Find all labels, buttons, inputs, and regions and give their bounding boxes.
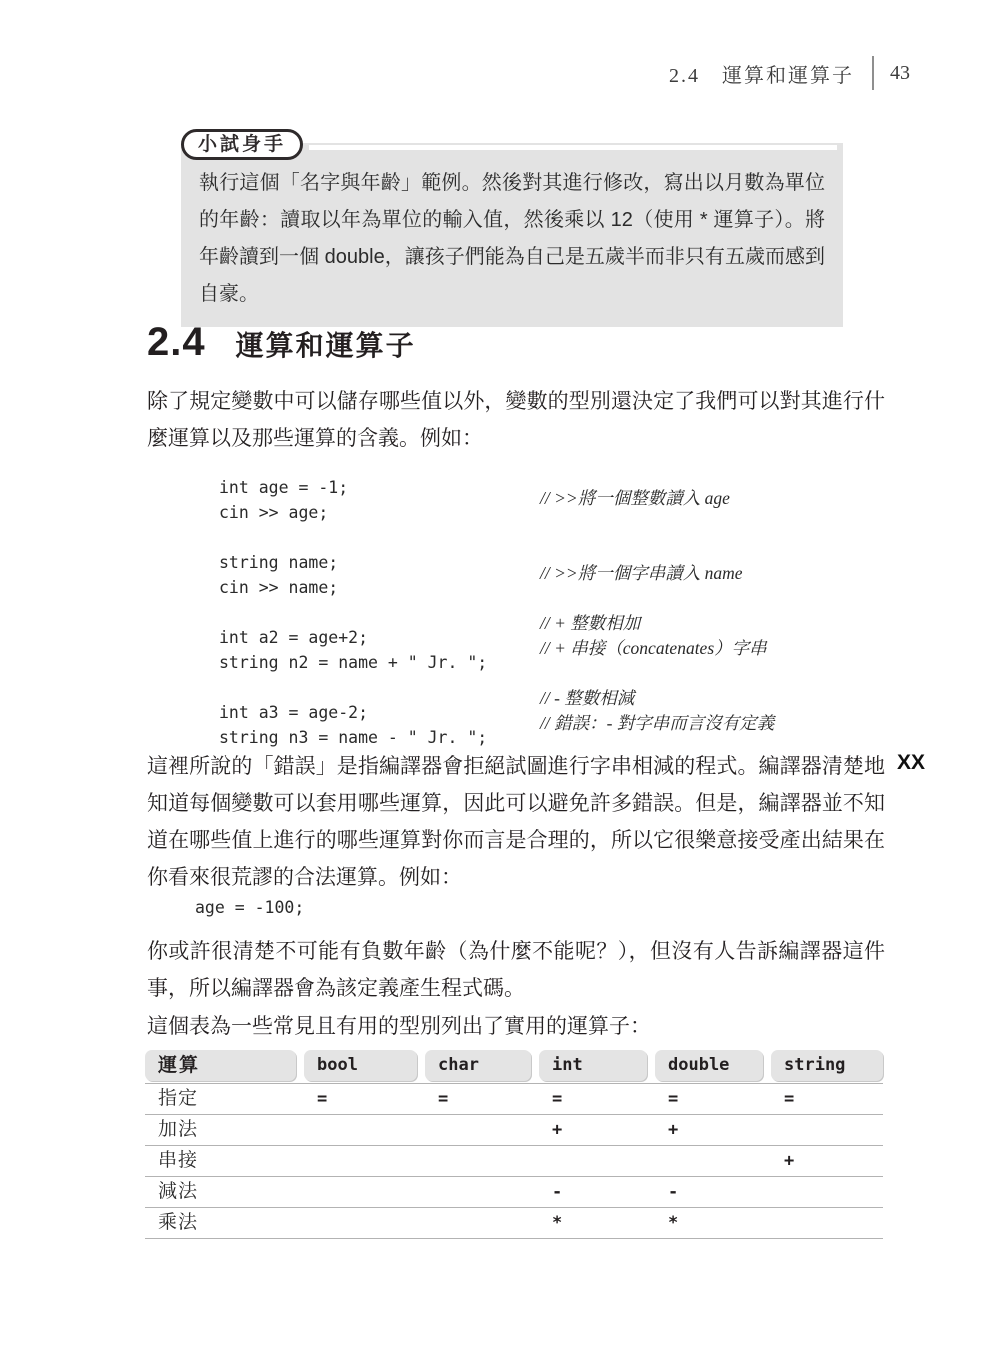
code-comment: // + 串接（concatenates）字串 [540,638,767,658]
table-cell [425,1208,531,1238]
table-cell: 乘法 [158,1212,199,1233]
code-line-age: age = -100; [195,898,305,917]
table-cell: = [784,1089,795,1109]
code-line [195,710,895,747]
margin-note: XX [897,751,926,774]
code-text: int a3 = age-2; [219,703,369,722]
table-cell [771,1177,883,1207]
table-cell: + [552,1120,563,1140]
code-line [195,635,895,672]
code-comment: // - 整數相減 [540,688,635,708]
table-row [145,1083,883,1114]
paragraph-negative-age: 你或許很清楚不可能有負數年齡（為什麼不能呢？），但沒有人告訴編譯器這件事，所以編譯器會為該定義產生程式碼。 [147,939,885,1000]
table-cell: 減法 [158,1181,199,1202]
code-text: cin >> age; [219,503,329,522]
code-line [195,685,895,722]
try-this-body [181,143,843,327]
code-comment: // + 整數相加 [540,613,641,633]
section-number: 2.4 [147,320,206,364]
table-header-cell: int [539,1050,647,1081]
code-line [195,535,895,572]
section-title: 運算和運算子 [235,330,416,361]
table-cell [425,1115,531,1145]
code-comment: // >>將一個整數讀入 age [540,488,730,508]
paragraph-intro: 除了規定變數中可以儲存哪些值以外，變數的型別還決定了我們可以對其進行什麼運算以及那些運算的含義。例如： [147,389,885,450]
code-text: string n3 = name - " Jr. "; [219,728,488,747]
code-line [195,560,895,597]
running-head-divider [872,56,874,90]
table-cell [304,1115,417,1145]
code-line-blank [195,660,895,685]
table-cell: 指定 [158,1088,199,1109]
code-text: string n2 = name + " Jr. "; [219,653,488,672]
table-header-cell: string [771,1050,883,1081]
table-cell [304,1146,417,1176]
paragraph-table-intro: 這個表為一些常見且有用的型別列出了實用的運算子： [147,1014,651,1038]
table-cell: = [552,1089,563,1109]
try-this-box [181,129,843,327]
table-header-cell: bool [304,1050,417,1081]
table-row [145,1176,883,1207]
table-row [145,1145,883,1176]
table-header-cell: 運算 [145,1050,296,1081]
section-heading [147,320,416,365]
table-cell: = [317,1089,328,1109]
try-this-text: 執行這個「名字與年齡」範例。然後對其進行修改，寫出以月數為單位的年齡：讀取以年為單位的輸入值，然後乘以 12（使用 * 運算子）。將年齡讀到一個 double，讓孩子們能為自己是五歲半而非只有五歲而感到自豪。 [199,172,825,305]
table-cell [304,1177,417,1207]
table-cell: + [784,1151,795,1171]
table-cell: * [552,1213,563,1233]
code-block [195,460,895,747]
code-text: string name; [219,553,339,572]
table-cell: = [668,1089,679,1109]
code-line [195,460,895,497]
table-cell: = [438,1089,449,1109]
table-cell [771,1208,883,1238]
running-head-section-title: 2.4 運算和運算子 [669,64,854,87]
code-text: int a2 = age+2; [219,628,369,647]
code-comment: // >>將一個字串讀入 name [540,563,743,583]
table-cell: 串接 [158,1150,199,1171]
table-header-cell: char [425,1050,531,1081]
table-cell: 加法 [158,1119,199,1140]
code-text: int age = -1; [219,478,349,497]
try-this-tab-rule [309,145,837,150]
table-cell: * [668,1213,679,1233]
table-header-cell: double [655,1050,763,1081]
running-head [669,56,924,90]
code-comment: // 錯誤：- 對字串而言沒有定義 [540,713,775,733]
table-cell: + [668,1120,679,1140]
table-cell [771,1115,883,1145]
table-cell [425,1146,531,1176]
table-cell: - [552,1182,563,1202]
code-text: cin >> name; [219,578,339,597]
paragraph-error-note: 這裡所說的「錯誤」是指編譯器會拒絕試圖進行字串相減的程式。編譯器清楚地知道每個變數可以套用哪些運算，因此可以避免許多錯誤。但是，編譯器並不知道在哪些值上進行的哪些運算對你而言是合理的，所以它很樂意接受產出結果在你看來很荒謬的合法運算。例如： [147,754,885,889]
code-line-blank [195,510,895,535]
table-cell [539,1146,647,1176]
table-cell [655,1146,763,1176]
table-row [145,1114,883,1145]
table-cell [304,1208,417,1238]
operators-table [145,1050,883,1239]
table-row [145,1207,883,1239]
code-line [195,485,895,522]
table-cell [425,1177,531,1207]
try-this-tab-label: 小試身手 [181,129,303,160]
table-cell: - [668,1182,679,1202]
code-line [195,610,895,647]
page-number: 43 [890,61,910,84]
table-header-row [145,1050,883,1081]
code-line-blank [195,585,895,610]
